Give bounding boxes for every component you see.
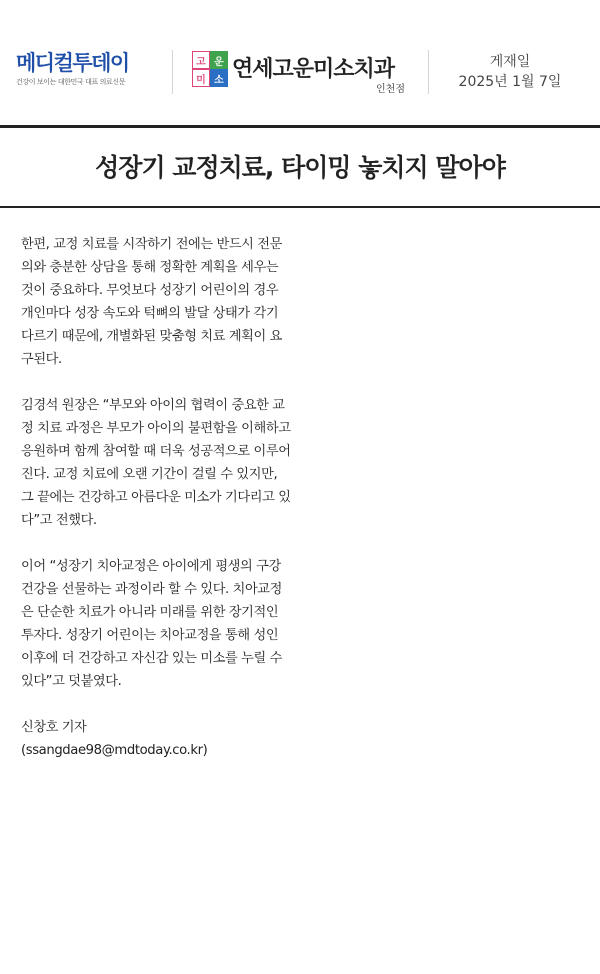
publication-date-label: 게재일: [489, 54, 531, 70]
article-body: [21, 233, 291, 762]
article-paragraph: 김경석 원장은 “부모와 아이의 협력이 중요한 교정 치료 과정은 부모가 아이의 불편함을 이해하고 응원하며 함께 참여할 때 더욱 성공적으로 이루어진다. 교정 치료에 오랜 기간이 걸릴 수 있지만, 그 끝에는 건강하고 아름다운 미소가 기다리고 있다”고 전했다.: [21, 398, 291, 528]
newspaper-tagline: 건강이 보이는 대한민국 대표 의료신문: [16, 78, 126, 86]
publication-date: 2025년 1월 7일: [458, 74, 562, 90]
byline: [21, 716, 291, 762]
clinic-emblem-char: 운: [210, 51, 228, 69]
headline-bottom-rule: [0, 206, 600, 208]
article-paragraph: 이어 “성장기 치아교정은 아이에게 평생의 구강건강을 선물하는 과정이라 할 수 있다. 치아교정은 단순한 치료가 아니라 미래를 위한 장기적인 투자다. 성장기 어린이는 치아교정을 통해 성인 이후에 더 건강하고 자신감 있는 미소를 누릴 수 있다”고 덧붙였다.: [21, 559, 282, 689]
masthead: [0, 0, 600, 126]
clinic-emblem-icon: [192, 51, 228, 87]
clinic-logo: [192, 50, 417, 96]
article-paragraph: 한편, 교정 치료를 시작하기 전에는 반드시 전문의와 충분한 상담을 통해 정확한 계획을 세우는 것이 중요하다. 무엇보다 성장기 어린이의 경우 개인마다 성장 속도와 턱뼈의 발달 상태가 각기 다르기 때문에, 개별화된 맞춤형 치료 계획이 요구된다.: [21, 237, 282, 367]
byline-reporter: 신창호 기자: [21, 720, 87, 735]
newspaper-name: 메디컬투데이: [16, 51, 129, 75]
clinic-name: 연세고운미소치과: [232, 57, 395, 82]
publication-date-block: [440, 52, 580, 92]
header-divider: [172, 50, 173, 94]
clinic-emblem-char: 소: [210, 69, 228, 87]
byline-email[interactable]: (ssangdae98@mdtoday.co.kr): [21, 743, 208, 758]
headline-top-rule: [0, 125, 600, 128]
clinic-emblem-char: 미: [192, 69, 210, 87]
clinic-emblem-char: 고: [192, 51, 210, 69]
header-divider: [428, 50, 429, 94]
newspaper-logo[interactable]: [16, 50, 156, 87]
article-headline: 성장기 교정치료, 타이밍 놓치지 말아야: [95, 153, 505, 182]
clinic-branch: 인천점: [376, 84, 405, 95]
